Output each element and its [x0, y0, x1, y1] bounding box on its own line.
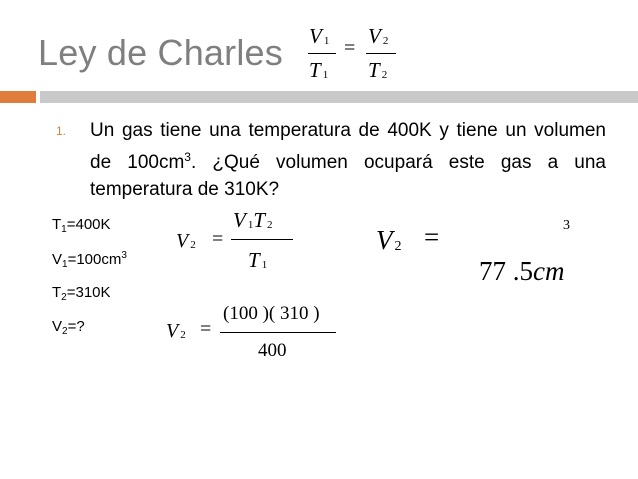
formula-rhs-numerator: V 2: [368, 24, 389, 48]
formula-equals: =: [344, 37, 356, 59]
solve-denominator: T 1: [248, 248, 268, 272]
solve-numerator: V 1T 2: [233, 208, 273, 232]
problem-number: 1.: [56, 124, 67, 138]
formula-lhs-numerator: V 1: [309, 24, 330, 48]
problem-text: Un gas tiene una temperatura de 400K y tiene un volumen de $100cm^3$. ¿Qué volumen ocupará este gas a una temperatura de 310K?: [90, 120, 606, 200]
result-lhs: V 2: [376, 225, 402, 255]
formula-rhs-denominator: T 2: [368, 58, 388, 82]
given-t1: $T_1=400K$: [52, 216, 111, 235]
title-divider: [40, 91, 638, 103]
formula-lhs-denominator: T 1: [309, 58, 329, 82]
solve-lhs: V 2: [176, 230, 196, 252]
sub-lhs: V 2: [166, 320, 186, 342]
result-exponent: 3: [563, 218, 570, 233]
formula-rhs-fraction-bar: [366, 53, 396, 54]
sub-fraction-bar: [220, 332, 336, 333]
page-title: Ley de Charles: [38, 32, 283, 73]
given-v1: $V_1=100cm^3$: [52, 250, 127, 270]
sub-equals: =: [200, 318, 212, 340]
sub-denominator: 400: [258, 340, 287, 361]
given-t2: $T_2=310K$: [52, 284, 111, 303]
solve-fraction-bar: [231, 239, 293, 240]
sub-numerator: (100 )( 310 ): [223, 303, 320, 324]
result-equals: =: [424, 222, 440, 252]
result-value: 77 .5cm: [479, 256, 565, 286]
given-v2: $V_2=$?: [52, 318, 85, 337]
solve-equals: =: [212, 228, 224, 250]
formula-lhs-fraction-bar: [308, 53, 336, 54]
accent-divider: [0, 91, 36, 103]
